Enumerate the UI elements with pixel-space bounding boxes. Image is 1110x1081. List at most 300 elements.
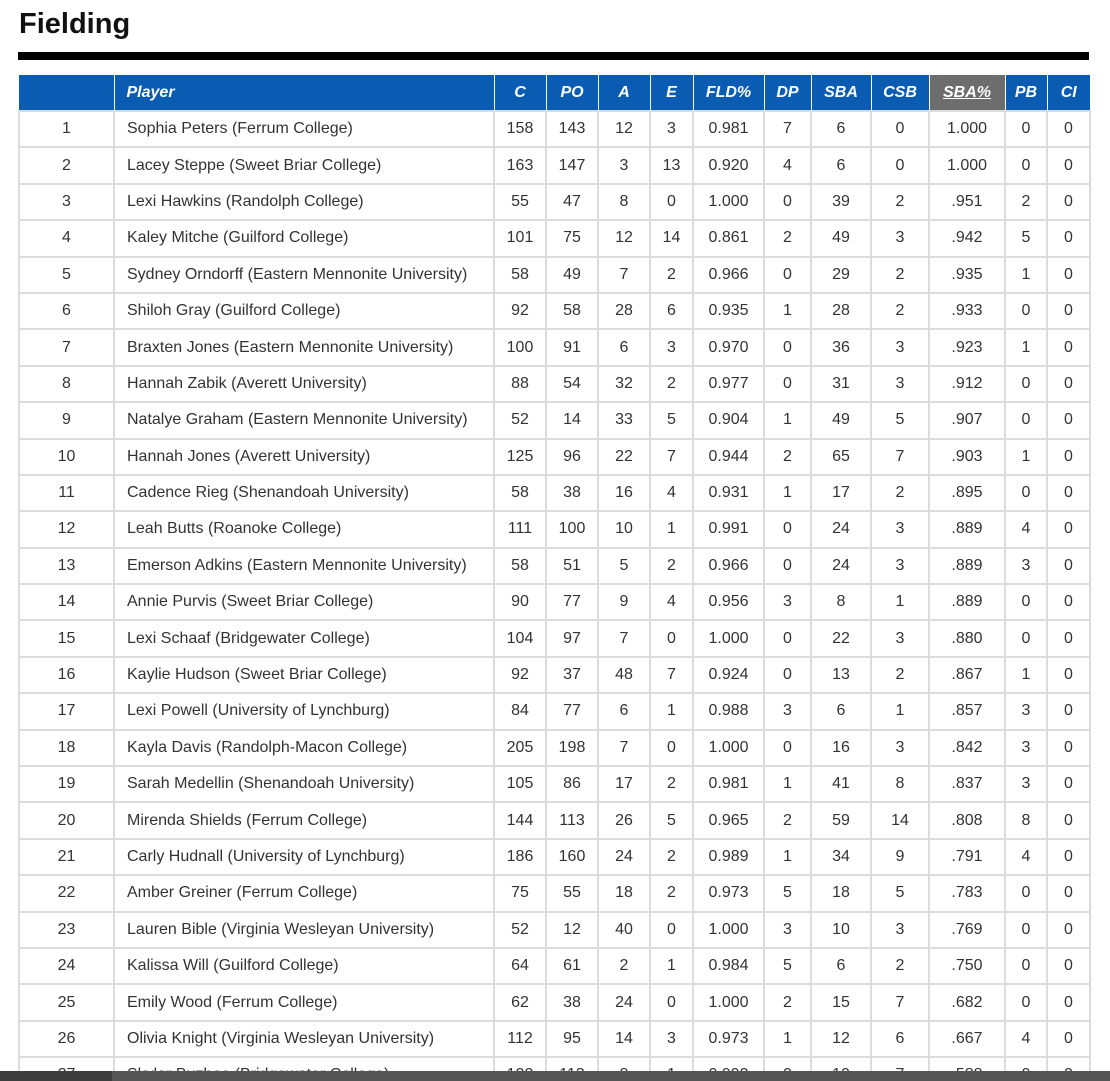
cell-dp: 0 <box>764 329 811 365</box>
cell-sba-pct: .889 <box>929 584 1005 620</box>
cell-csb: 1 <box>871 584 929 620</box>
cell-ci: 0 <box>1047 620 1090 656</box>
cell-rank: 26 <box>19 1021 114 1057</box>
cell-csb: 6 <box>871 1021 929 1057</box>
cell-ci: 0 <box>1047 548 1090 584</box>
cell-c: 58 <box>494 257 546 293</box>
cell-e: 2 <box>650 875 693 911</box>
cell-rank: 25 <box>19 984 114 1020</box>
column-header-fld-pct[interactable]: FLD% <box>693 75 764 111</box>
cell-sba: 31 <box>811 366 871 402</box>
cell-pb: 3 <box>1005 693 1047 729</box>
cell-c: 75 <box>494 875 546 911</box>
cell-sba-pct: .837 <box>929 766 1005 802</box>
cell-sba-pct: .903 <box>929 439 1005 475</box>
cell-csb: 3 <box>871 511 929 547</box>
cell-pb: 1 <box>1005 657 1047 693</box>
cell-csb: 14 <box>871 802 929 838</box>
column-header-sba[interactable]: SBA <box>811 75 871 111</box>
cell-csb: 3 <box>871 329 929 365</box>
cell-po: 58 <box>546 293 598 329</box>
cell-fld-pct: 0.920 <box>693 147 764 183</box>
cell-c: 144 <box>494 802 546 838</box>
table-row <box>19 839 1090 875</box>
cell-c: 84 <box>494 693 546 729</box>
table-row <box>19 875 1090 911</box>
cell-a: 6 <box>598 329 650 365</box>
table-row <box>19 620 1090 656</box>
table-row <box>19 912 1090 948</box>
horizontal-scrollbar[interactable] <box>0 1071 1110 1081</box>
cell-sba: 34 <box>811 839 871 875</box>
cell-a: 48 <box>598 657 650 693</box>
cell-ci: 0 <box>1047 984 1090 1020</box>
cell-sba-pct: .935 <box>929 257 1005 293</box>
cell-ci: 0 <box>1047 912 1090 948</box>
cell-sba: 39 <box>811 184 871 220</box>
cell-po: 198 <box>546 730 598 766</box>
table-header-row <box>19 75 1090 111</box>
cell-pb: 5 <box>1005 220 1047 256</box>
cell-sba-pct: .933 <box>929 293 1005 329</box>
cell-player: Emily Wood (Ferrum College) <box>114 984 494 1020</box>
cell-c: 163 <box>494 147 546 183</box>
cell-player: Sarah Medellin (Shenandoah University) <box>114 766 494 802</box>
cell-sba: 59 <box>811 802 871 838</box>
cell-rank: 19 <box>19 766 114 802</box>
cell-ci: 0 <box>1047 1021 1090 1057</box>
cell-a: 7 <box>598 620 650 656</box>
column-header-e[interactable]: E <box>650 75 693 111</box>
cell-sba-pct: .942 <box>929 220 1005 256</box>
cell-sba-pct: .889 <box>929 548 1005 584</box>
cell-c: 101 <box>494 220 546 256</box>
cell-player: Kayla Davis (Randolph-Macon College) <box>114 730 494 766</box>
cell-fld-pct: 0.956 <box>693 584 764 620</box>
column-header-sba-pct[interactable]: SBA% <box>929 75 1005 111</box>
cell-rank: 3 <box>19 184 114 220</box>
cell-csb: 2 <box>871 657 929 693</box>
cell-ci: 0 <box>1047 730 1090 766</box>
cell-pb: 4 <box>1005 839 1047 875</box>
cell-pb: 0 <box>1005 111 1047 147</box>
cell-pb: 3 <box>1005 766 1047 802</box>
cell-sba: 49 <box>811 220 871 256</box>
cell-rank: 9 <box>19 402 114 438</box>
cell-csb: 2 <box>871 293 929 329</box>
cell-sba: 17 <box>811 475 871 511</box>
cell-po: 147 <box>546 147 598 183</box>
cell-csb: 5 <box>871 402 929 438</box>
cell-pb: 0 <box>1005 366 1047 402</box>
cell-sba-pct: .912 <box>929 366 1005 402</box>
cell-a: 6 <box>598 693 650 729</box>
cell-csb: 9 <box>871 839 929 875</box>
table-body <box>19 111 1090 1081</box>
cell-fld-pct: 0.861 <box>693 220 764 256</box>
cell-fld-pct: 0.973 <box>693 875 764 911</box>
column-header-c[interactable]: C <box>494 75 546 111</box>
cell-e: 7 <box>650 439 693 475</box>
cell-dp: 0 <box>764 730 811 766</box>
cell-a: 24 <box>598 839 650 875</box>
cell-sba-pct: .889 <box>929 511 1005 547</box>
cell-fld-pct: 0.924 <box>693 657 764 693</box>
cell-dp: 0 <box>764 184 811 220</box>
cell-pb: 4 <box>1005 511 1047 547</box>
cell-ci: 0 <box>1047 875 1090 911</box>
cell-ci: 0 <box>1047 111 1090 147</box>
cell-sba-pct: .880 <box>929 620 1005 656</box>
cell-a: 24 <box>598 984 650 1020</box>
cell-rank: 11 <box>19 475 114 511</box>
cell-rank: 2 <box>19 147 114 183</box>
cell-fld-pct: 1.000 <box>693 184 764 220</box>
cell-ci: 0 <box>1047 584 1090 620</box>
cell-a: 10 <box>598 511 650 547</box>
cell-fld-pct: 0.977 <box>693 366 764 402</box>
cell-csb: 7 <box>871 439 929 475</box>
cell-c: 158 <box>494 111 546 147</box>
cell-csb: 3 <box>871 366 929 402</box>
fielding-table <box>18 75 1091 1081</box>
cell-sba: 15 <box>811 984 871 1020</box>
cell-c: 90 <box>494 584 546 620</box>
cell-c: 111 <box>494 511 546 547</box>
cell-ci: 0 <box>1047 366 1090 402</box>
cell-csb: 2 <box>871 475 929 511</box>
cell-sba-pct: .907 <box>929 402 1005 438</box>
cell-player: Amber Greiner (Ferrum College) <box>114 875 494 911</box>
cell-player: Mirenda Shields (Ferrum College) <box>114 802 494 838</box>
column-header-csb[interactable]: CSB <box>871 75 929 111</box>
scrollbar-thumb[interactable] <box>112 1071 1110 1081</box>
cell-fld-pct: 0.970 <box>693 329 764 365</box>
table-row <box>19 548 1090 584</box>
table-row <box>19 984 1090 1020</box>
table-row <box>19 220 1090 256</box>
cell-fld-pct: 0.991 <box>693 511 764 547</box>
cell-ci: 0 <box>1047 839 1090 875</box>
cell-rank: 1 <box>19 111 114 147</box>
cell-player: Natalye Graham (Eastern Mennonite University) <box>114 402 494 438</box>
column-header-rank <box>19 75 114 111</box>
cell-e: 0 <box>650 912 693 948</box>
table-row <box>19 147 1090 183</box>
cell-sba: 65 <box>811 439 871 475</box>
cell-rank: 24 <box>19 948 114 984</box>
cell-player: Cadence Rieg (Shenandoah University) <box>114 475 494 511</box>
cell-sba: 13 <box>811 657 871 693</box>
cell-fld-pct: 1.000 <box>693 912 764 948</box>
cell-e: 2 <box>650 839 693 875</box>
cell-sba: 10 <box>811 912 871 948</box>
cell-c: 52 <box>494 912 546 948</box>
cell-e: 3 <box>650 329 693 365</box>
column-header-a[interactable]: A <box>598 75 650 111</box>
cell-a: 12 <box>598 220 650 256</box>
cell-ci: 0 <box>1047 402 1090 438</box>
cell-c: 105 <box>494 766 546 802</box>
cell-sba-pct: .857 <box>929 693 1005 729</box>
table-row <box>19 475 1090 511</box>
cell-player: Leah Butts (Roanoke College) <box>114 511 494 547</box>
table-row <box>19 402 1090 438</box>
cell-dp: 0 <box>764 620 811 656</box>
cell-dp: 1 <box>764 293 811 329</box>
cell-a: 28 <box>598 293 650 329</box>
cell-e: 2 <box>650 766 693 802</box>
cell-c: 58 <box>494 475 546 511</box>
cell-sba-pct: .808 <box>929 802 1005 838</box>
cell-player: Lexi Hawkins (Randolph College) <box>114 184 494 220</box>
cell-dp: 1 <box>764 839 811 875</box>
cell-csb: 2 <box>871 948 929 984</box>
cell-po: 86 <box>546 766 598 802</box>
table-row <box>19 730 1090 766</box>
cell-pb: 3 <box>1005 548 1047 584</box>
cell-sba: 22 <box>811 620 871 656</box>
cell-e: 4 <box>650 584 693 620</box>
cell-po: 97 <box>546 620 598 656</box>
cell-dp: 0 <box>764 657 811 693</box>
cell-ci: 0 <box>1047 220 1090 256</box>
cell-po: 51 <box>546 548 598 584</box>
cell-fld-pct: 0.904 <box>693 402 764 438</box>
cell-po: 160 <box>546 839 598 875</box>
cell-ci: 0 <box>1047 184 1090 220</box>
cell-sba-pct: .791 <box>929 839 1005 875</box>
cell-player: Shiloh Gray (Guilford College) <box>114 293 494 329</box>
cell-ci: 0 <box>1047 293 1090 329</box>
cell-rank: 20 <box>19 802 114 838</box>
cell-c: 52 <box>494 402 546 438</box>
table-row <box>19 184 1090 220</box>
cell-sba-pct: 1.000 <box>929 147 1005 183</box>
cell-a: 40 <box>598 912 650 948</box>
cell-e: 14 <box>650 220 693 256</box>
cell-pb: 0 <box>1005 984 1047 1020</box>
cell-csb: 3 <box>871 548 929 584</box>
cell-rank: 14 <box>19 584 114 620</box>
cell-sba: 28 <box>811 293 871 329</box>
cell-player: Lacey Steppe (Sweet Briar College) <box>114 147 494 183</box>
cell-e: 0 <box>650 184 693 220</box>
cell-fld-pct: 0.984 <box>693 948 764 984</box>
cell-a: 2 <box>598 948 650 984</box>
cell-e: 3 <box>650 111 693 147</box>
cell-pb: 0 <box>1005 147 1047 183</box>
cell-sba: 6 <box>811 948 871 984</box>
cell-dp: 2 <box>764 439 811 475</box>
table-row <box>19 329 1090 365</box>
cell-dp: 0 <box>764 257 811 293</box>
cell-c: 92 <box>494 293 546 329</box>
cell-player: Olivia Knight (Virginia Wesleyan University) <box>114 1021 494 1057</box>
cell-c: 64 <box>494 948 546 984</box>
cell-a: 26 <box>598 802 650 838</box>
cell-dp: 2 <box>764 220 811 256</box>
cell-a: 8 <box>598 184 650 220</box>
cell-po: 100 <box>546 511 598 547</box>
cell-player: Sydney Orndorff (Eastern Mennonite University) <box>114 257 494 293</box>
column-header-pb[interactable]: PB <box>1005 75 1047 111</box>
cell-rank: 23 <box>19 912 114 948</box>
cell-a: 32 <box>598 366 650 402</box>
cell-sba: 24 <box>811 511 871 547</box>
cell-pb: 0 <box>1005 475 1047 511</box>
cell-e: 1 <box>650 511 693 547</box>
cell-c: 104 <box>494 620 546 656</box>
cell-sba: 6 <box>811 111 871 147</box>
cell-c: 55 <box>494 184 546 220</box>
column-header-player[interactable]: Player <box>114 75 494 111</box>
cell-e: 0 <box>650 620 693 656</box>
cell-a: 12 <box>598 111 650 147</box>
table-row <box>19 948 1090 984</box>
cell-rank: 21 <box>19 839 114 875</box>
cell-sba: 24 <box>811 548 871 584</box>
cell-pb: 2 <box>1005 184 1047 220</box>
cell-e: 4 <box>650 475 693 511</box>
cell-player: Hannah Zabik (Averett University) <box>114 366 494 402</box>
cell-csb: 8 <box>871 766 929 802</box>
cell-po: 91 <box>546 329 598 365</box>
cell-po: 113 <box>546 802 598 838</box>
table-row <box>19 511 1090 547</box>
cell-pb: 1 <box>1005 439 1047 475</box>
cell-player: Lexi Schaaf (Bridgewater College) <box>114 620 494 656</box>
cell-sba-pct: .951 <box>929 184 1005 220</box>
cell-fld-pct: 0.935 <box>693 293 764 329</box>
cell-c: 100 <box>494 329 546 365</box>
cell-player: Lexi Powell (University of Lynchburg) <box>114 693 494 729</box>
cell-po: 37 <box>546 657 598 693</box>
cell-pb: 4 <box>1005 1021 1047 1057</box>
table-row <box>19 584 1090 620</box>
cell-dp: 0 <box>764 511 811 547</box>
cell-fld-pct: 0.981 <box>693 766 764 802</box>
cell-pb: 0 <box>1005 584 1047 620</box>
cell-po: 47 <box>546 184 598 220</box>
cell-fld-pct: 0.966 <box>693 257 764 293</box>
cell-po: 96 <box>546 439 598 475</box>
cell-player: Lauren Bible (Virginia Wesleyan University) <box>114 912 494 948</box>
cell-dp: 0 <box>764 366 811 402</box>
cell-po: 54 <box>546 366 598 402</box>
cell-po: 95 <box>546 1021 598 1057</box>
cell-ci: 0 <box>1047 257 1090 293</box>
cell-sba: 8 <box>811 584 871 620</box>
cell-a: 7 <box>598 730 650 766</box>
cell-pb: 8 <box>1005 802 1047 838</box>
cell-pb: 0 <box>1005 948 1047 984</box>
cell-csb: 0 <box>871 147 929 183</box>
cell-pb: 1 <box>1005 257 1047 293</box>
cell-e: 2 <box>650 548 693 584</box>
column-header-ci[interactable]: CI <box>1047 75 1090 111</box>
cell-dp: 7 <box>764 111 811 147</box>
column-header-dp[interactable]: DP <box>764 75 811 111</box>
cell-csb: 5 <box>871 875 929 911</box>
table-row <box>19 766 1090 802</box>
cell-csb: 3 <box>871 620 929 656</box>
table-row <box>19 1021 1090 1057</box>
cell-c: 88 <box>494 366 546 402</box>
cell-rank: 6 <box>19 293 114 329</box>
cell-player: Hannah Jones (Averett University) <box>114 439 494 475</box>
cell-fld-pct: 0.965 <box>693 802 764 838</box>
cell-ci: 0 <box>1047 329 1090 365</box>
cell-csb: 3 <box>871 912 929 948</box>
cell-dp: 1 <box>764 475 811 511</box>
cell-player: Kaylie Hudson (Sweet Briar College) <box>114 657 494 693</box>
table-row <box>19 111 1090 147</box>
cell-pb: 1 <box>1005 329 1047 365</box>
cell-c: 125 <box>494 439 546 475</box>
cell-fld-pct: 1.000 <box>693 620 764 656</box>
cell-csb: 2 <box>871 257 929 293</box>
cell-e: 5 <box>650 402 693 438</box>
cell-rank: 7 <box>19 329 114 365</box>
cell-csb: 3 <box>871 730 929 766</box>
cell-pb: 0 <box>1005 620 1047 656</box>
cell-a: 14 <box>598 1021 650 1057</box>
cell-dp: 0 <box>764 548 811 584</box>
cell-sba: 6 <box>811 693 871 729</box>
cell-ci: 0 <box>1047 693 1090 729</box>
cell-rank: 16 <box>19 657 114 693</box>
cell-sba-pct: .667 <box>929 1021 1005 1057</box>
cell-pb: 0 <box>1005 293 1047 329</box>
cell-dp: 4 <box>764 147 811 183</box>
cell-e: 1 <box>650 948 693 984</box>
cell-ci: 0 <box>1047 802 1090 838</box>
cell-dp: 3 <box>764 584 811 620</box>
column-header-po[interactable]: PO <box>546 75 598 111</box>
cell-csb: 0 <box>871 111 929 147</box>
cell-a: 33 <box>598 402 650 438</box>
cell-rank: 8 <box>19 366 114 402</box>
cell-ci: 0 <box>1047 766 1090 802</box>
cell-a: 18 <box>598 875 650 911</box>
cell-e: 0 <box>650 984 693 1020</box>
cell-sba: 18 <box>811 875 871 911</box>
cell-sba-pct: .867 <box>929 657 1005 693</box>
cell-a: 3 <box>598 147 650 183</box>
cell-sba-pct: .750 <box>929 948 1005 984</box>
cell-rank: 5 <box>19 257 114 293</box>
cell-fld-pct: 0.981 <box>693 111 764 147</box>
cell-sba-pct: .783 <box>929 875 1005 911</box>
cell-dp: 1 <box>764 766 811 802</box>
cell-a: 7 <box>598 257 650 293</box>
cell-e: 2 <box>650 366 693 402</box>
cell-a: 5 <box>598 548 650 584</box>
cell-e: 1 <box>650 693 693 729</box>
cell-player: Kaley Mitche (Guilford College) <box>114 220 494 256</box>
cell-po: 38 <box>546 984 598 1020</box>
cell-sba: 12 <box>811 1021 871 1057</box>
cell-fld-pct: 0.966 <box>693 548 764 584</box>
cell-po: 14 <box>546 402 598 438</box>
cell-sba: 6 <box>811 147 871 183</box>
table-row <box>19 802 1090 838</box>
cell-fld-pct: 1.000 <box>693 730 764 766</box>
cell-a: 9 <box>598 584 650 620</box>
table-row <box>19 293 1090 329</box>
cell-sba-pct: 1.000 <box>929 111 1005 147</box>
